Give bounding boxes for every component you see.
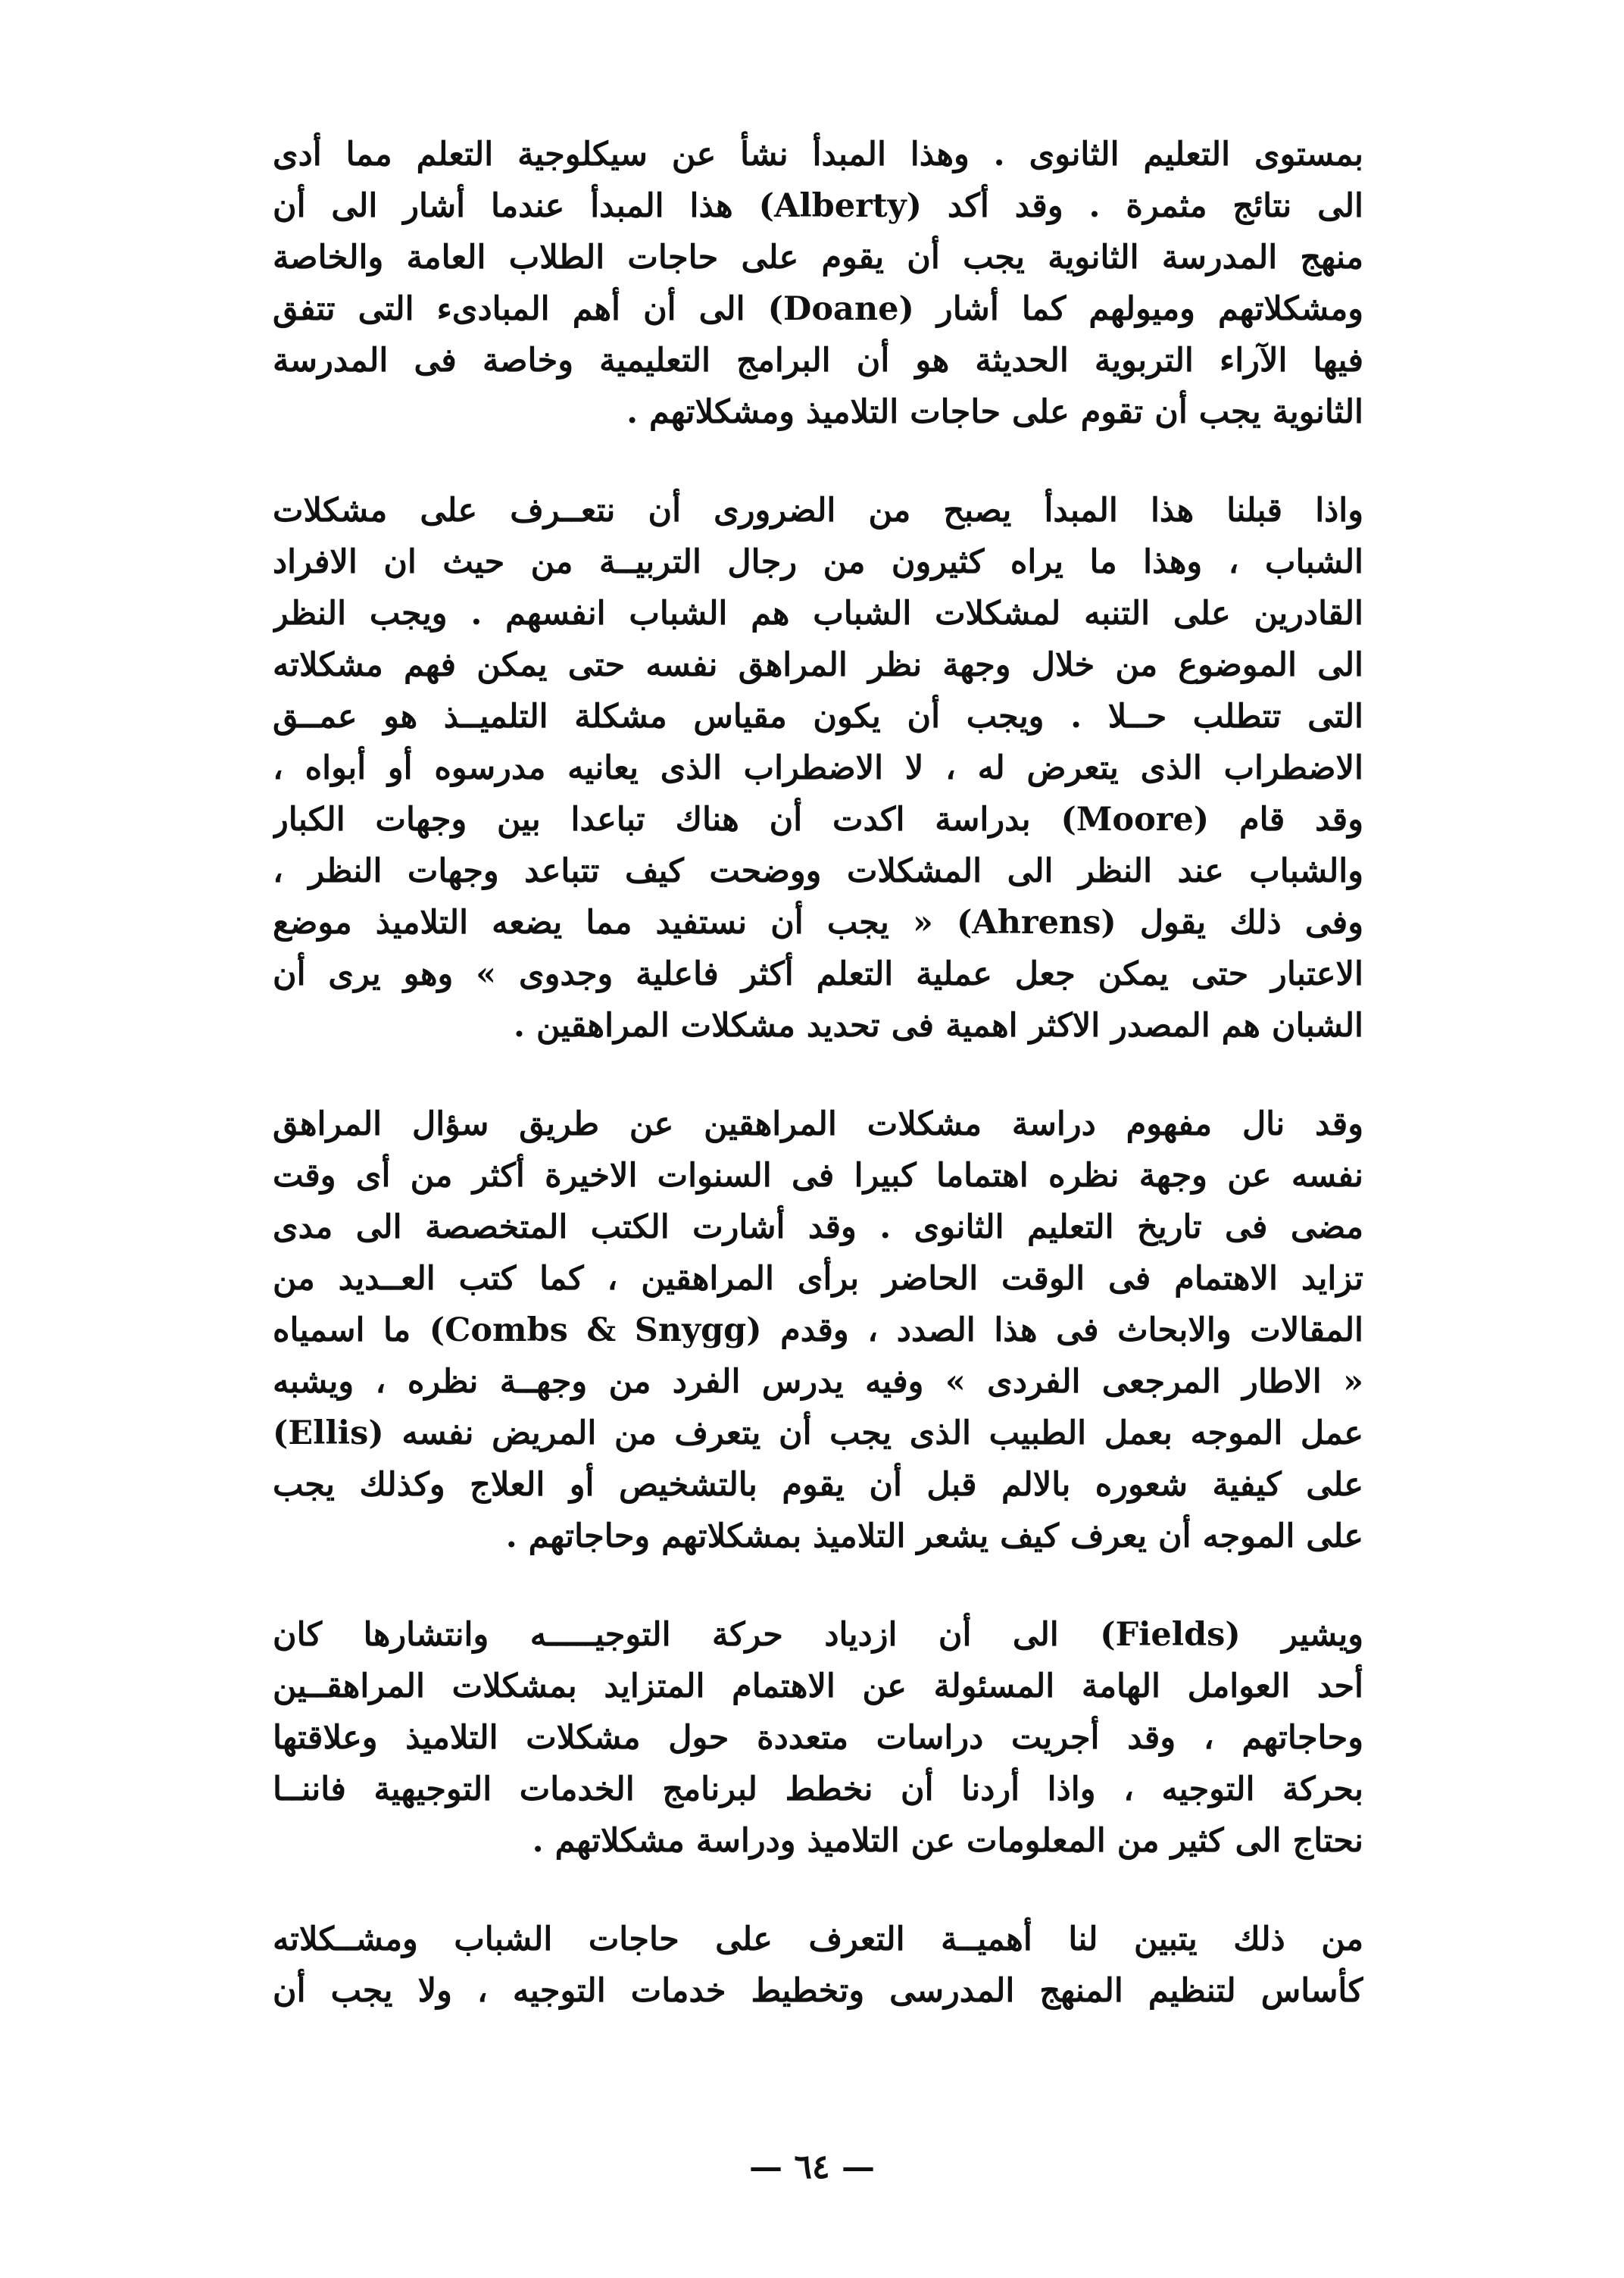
text-line: المقالات والابحاث فى هذا الصدد ، وقدم (Combs & Snygg) ما اسمياه: [273, 1311, 1363, 1349]
page-number: — ٦٤ —: [749, 2148, 875, 2186]
text-line: فيها الآراء التربوية الحديثة هو أن البرامج التعليمية وخاصة فى المدرسة: [273, 342, 1363, 380]
text-line: وقد قام (Moore) بدراسة اكدت أن هناك تباعدا بين وجهات الكبار: [273, 801, 1363, 839]
text-line: مضى فى تاريخ التعليم الثانوى . وقد أشارت الكتب المتخصصة الى مدى: [273, 1208, 1363, 1246]
paragraph-4: [273, 1609, 1363, 1867]
paragraph-3: [273, 1098, 1363, 1562]
text-line: الشبان هم المصدر الاكثر اهمية فى تحديد مشكلات المراهقين .: [514, 1007, 1363, 1045]
text-line: الشباب ، وهذا ما يراه كثيرون من رجال التربيــة من حيث ان الافراد: [273, 543, 1363, 581]
text-line: كأساس لتنظيم المنهج المدرسى وتخطيط خدمات التوجيه ، ولا يجب أن: [273, 1972, 1363, 2010]
paragraph-2: [273, 485, 1363, 1052]
text-line: القادرين على التنبه لمشكلات الشباب هم الشباب انفسهم . ويجب النظر: [273, 595, 1363, 633]
text-line: الى الموضوع من خلال وجهة نظر المراهق نفسه حتى يمكن فهم مشكلاته: [273, 646, 1363, 684]
text-line: التى تتطلب حــلا . ويجب أن يكون مقياس مشكلة التلميــذ هو عمــق: [273, 698, 1363, 736]
text-line: على الموجه أن يعرف كيف يشعر التلاميذ بمشكلاتهم وحاجاتهم .: [505, 1517, 1363, 1555]
text-line: الثانوية يجب أن تقوم على حاجات التلاميذ ومشكلاتهم .: [626, 393, 1363, 431]
text-line: « الاطار المرجعى الفردى » وفيه يدرس الفرد من وجهــة نظره ، ويشبه: [273, 1363, 1363, 1401]
text-line: تزايد الاهتمام فى الوقت الحاضر برأى المراهقين ، كما كتب العــديد من: [273, 1260, 1363, 1298]
text-line: أحد العوامل الهامة المسئولة عن الاهتمام المتزايد بمشكلات المراهقــين: [273, 1667, 1363, 1705]
text-line: والشباب عند النظر الى المشكلات ووضحت كيف تتباعد وجهات النظر ،: [273, 852, 1363, 890]
text-line: نفسه عن وجهة نظره اهتماما كبيرا فى السنوات الاخيرة أكثر من أى وقت: [273, 1157, 1363, 1195]
text-line: بحركة التوجيه ، واذا أردنا أن نخطط لبرنامج الخدمات التوجيهية فاننــا: [273, 1770, 1363, 1808]
text-line: الاعتبار حتى يمكن جعل عملية التعلم أكثر فاعلية وجدوى » وهو يرى أن: [273, 955, 1363, 993]
text-line: ومشكلاتهم وميولهم كما أشار (Doane) الى أن أهم المبادىء التى تتفق: [273, 290, 1363, 328]
text-line: (Ellis) عمل الموجه بعمل الطبيب الذى يجب أن يتعرف من المريض نفسه: [273, 1414, 1363, 1452]
text-line: الاضطراب الذى يتعرض له ، لا الاضطراب الذى يعانيه مدرسوه أو أبواه ،: [273, 749, 1363, 787]
text-line: وقد نال مفهوم دراسة مشكلات المراهقين عن طريق سؤال المراهق: [273, 1105, 1363, 1143]
text-line: بمستوى التعليم الثانوى . وهذا المبدأ نشأ عن سيكلوجية التعلم مما أدى: [273, 136, 1363, 173]
text-line: الى نتائج مثمرة . وقد أكد (Alberty) هذا المبدأ عندما أشار الى أن: [273, 187, 1363, 225]
text-line: منهج المدرسة الثانوية يجب أن يقوم على حاجات الطلاب العامة والخاصة: [273, 239, 1363, 277]
text-line: واذا قبلنا هذا المبدأ يصبح من الضرورى أن نتعــرف على مشكلات: [273, 492, 1363, 530]
text-line: على كيفية شعوره بالالم قبل أن يقوم بالتشخيص أو العلاج وكذلك يجب: [273, 1466, 1363, 1504]
body-text: [273, 129, 1363, 2064]
text-line: نحتاج الى كثير من المعلومات عن التلاميذ ودراسة مشكلاتهم .: [532, 1822, 1363, 1860]
text-line: ويشير (Fields) الى أن ازدياد حركة التوجيـــــه وانتشارها كان: [273, 1616, 1363, 1654]
paragraph-1: [273, 129, 1363, 438]
text-line: من ذلك يتبين لنا أهميــة التعرف على حاجات الشباب ومشــكلاته: [273, 1920, 1363, 1958]
paragraph-5: [273, 1914, 1363, 2017]
text-line: وحاجاتهم ، وقد أجريت دراسات متعددة حول مشكلات التلاميذ وعلاقتها: [273, 1719, 1363, 1757]
text-line: وفى ذلك يقول (Ahrens) « يجب أن نستفيد مما يضعه التلاميذ موضع: [273, 904, 1363, 942]
